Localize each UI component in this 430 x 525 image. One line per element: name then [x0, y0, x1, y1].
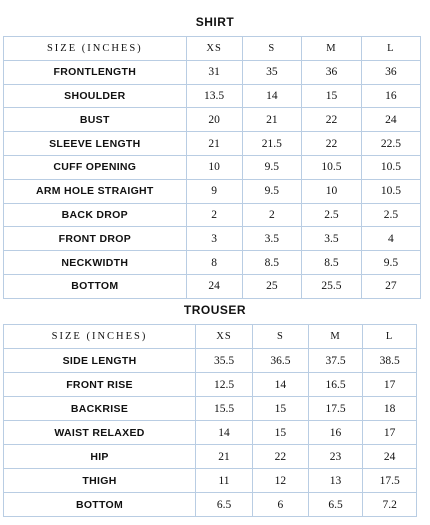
table-cell: 22 — [302, 108, 362, 132]
measurement-label: THIGH — [4, 469, 196, 493]
table-cell: 15 — [253, 397, 309, 421]
table-cell: 21.5 — [242, 132, 302, 156]
measurement-label: BACKRISE — [4, 397, 196, 421]
table-cell: 17 — [363, 421, 417, 445]
trouser-size-table — [3, 324, 417, 517]
table-cell: 21 — [242, 108, 302, 132]
table-cell: 3.5 — [302, 227, 362, 251]
table-cell: 11 — [196, 469, 253, 493]
table-cell: 9 — [186, 179, 242, 203]
measurement-label: CUFF OPENING — [4, 155, 187, 179]
size-column-header: SIZE (INCHES) — [4, 325, 196, 349]
table-cell: 31 — [186, 60, 242, 84]
table-row — [4, 179, 421, 203]
table-cell: 9.5 — [361, 251, 420, 275]
table-cell: 10.5 — [302, 155, 362, 179]
table-cell: 8 — [186, 251, 242, 275]
table-cell: 24 — [361, 108, 420, 132]
table-cell: 35.5 — [196, 349, 253, 373]
table-cell: 36 — [361, 60, 420, 84]
table-cell: 22 — [302, 132, 362, 156]
table-cell: 3 — [186, 227, 242, 251]
table-cell: 22 — [253, 445, 309, 469]
table-cell: 13.5 — [186, 84, 242, 108]
table-cell: 24 — [186, 274, 242, 298]
measurement-label: BOTTOM — [4, 493, 196, 517]
table-cell: 4 — [361, 227, 420, 251]
size-l-header: L — [361, 37, 420, 61]
table-cell: 16 — [308, 421, 363, 445]
table-row — [4, 469, 417, 493]
table-cell: 36 — [302, 60, 362, 84]
table-cell: 3.5 — [242, 227, 302, 251]
table-cell: 21 — [186, 132, 242, 156]
size-l-header: L — [363, 325, 417, 349]
table-row — [4, 397, 417, 421]
measurement-label: SHOULDER — [4, 84, 187, 108]
measurement-label: SLEEVE LENGTH — [4, 132, 187, 156]
table-cell: 7.2 — [363, 493, 417, 517]
table-cell: 16.5 — [308, 373, 363, 397]
shirt-size-table — [3, 36, 421, 299]
table-cell: 2.5 — [302, 203, 362, 227]
table-row — [4, 274, 421, 298]
table-cell: 17.5 — [308, 397, 363, 421]
table-cell: 8.5 — [242, 251, 302, 275]
trouser-section-title: TROUSER — [183, 303, 247, 317]
table-cell: 2 — [242, 203, 302, 227]
measurement-label: NECKWIDTH — [4, 251, 187, 275]
table-cell: 14 — [253, 373, 309, 397]
table-row — [4, 373, 417, 397]
table-cell: 20 — [186, 108, 242, 132]
measurement-label: FRONT RISE — [4, 373, 196, 397]
table-row — [4, 155, 421, 179]
table-header-row — [4, 325, 417, 349]
shirt-section-title: SHIRT — [195, 15, 235, 29]
table-row — [4, 203, 421, 227]
table-cell: 38.5 — [363, 349, 417, 373]
measurement-label: HIP — [4, 445, 196, 469]
table-cell: 15 — [253, 421, 309, 445]
table-cell: 12 — [253, 469, 309, 493]
table-cell: 8.5 — [302, 251, 362, 275]
measurement-label: BOTTOM — [4, 274, 187, 298]
size-xs-header: XS — [186, 37, 242, 61]
size-column-header: SIZE (INCHES) — [4, 37, 187, 61]
table-header-row — [4, 37, 421, 61]
table-row — [4, 349, 417, 373]
table-row — [4, 251, 421, 275]
table-row — [4, 84, 421, 108]
table-cell: 22.5 — [361, 132, 420, 156]
size-m-header: M — [308, 325, 363, 349]
table-cell: 25.5 — [302, 274, 362, 298]
table-cell: 27 — [361, 274, 420, 298]
table-cell: 9.5 — [242, 179, 302, 203]
table-cell: 10.5 — [361, 179, 420, 203]
table-cell: 17.5 — [363, 469, 417, 493]
table-cell: 15 — [302, 84, 362, 108]
table-cell: 24 — [363, 445, 417, 469]
table-cell: 14 — [242, 84, 302, 108]
table-cell: 17 — [363, 373, 417, 397]
table-cell: 12.5 — [196, 373, 253, 397]
table-cell: 25 — [242, 274, 302, 298]
table-cell: 18 — [363, 397, 417, 421]
table-cell: 10.5 — [361, 155, 420, 179]
table-row — [4, 421, 417, 445]
table-cell: 10 — [302, 179, 362, 203]
table-cell: 37.5 — [308, 349, 363, 373]
table-cell: 6.5 — [308, 493, 363, 517]
table-cell: 36.5 — [253, 349, 309, 373]
table-cell: 6 — [253, 493, 309, 517]
measurement-label: ARM HOLE STRAIGHT — [4, 179, 187, 203]
table-cell: 2.5 — [361, 203, 420, 227]
measurement-label: WAIST RELAXED — [4, 421, 196, 445]
table-cell: 13 — [308, 469, 363, 493]
table-cell: 23 — [308, 445, 363, 469]
measurement-label: SIDE LENGTH — [4, 349, 196, 373]
table-cell: 9.5 — [242, 155, 302, 179]
table-row — [4, 60, 421, 84]
table-cell: 35 — [242, 60, 302, 84]
measurement-label: FRONTLENGTH — [4, 60, 187, 84]
size-xs-header: XS — [196, 325, 253, 349]
size-s-header: S — [242, 37, 302, 61]
table-row — [4, 445, 417, 469]
table-row — [4, 108, 421, 132]
table-cell: 6.5 — [196, 493, 253, 517]
table-cell: 21 — [196, 445, 253, 469]
size-s-header: S — [253, 325, 309, 349]
measurement-label: BUST — [4, 108, 187, 132]
table-row — [4, 493, 417, 517]
table-row — [4, 227, 421, 251]
measurement-label: FRONT DROP — [4, 227, 187, 251]
table-row — [4, 132, 421, 156]
table-cell: 15.5 — [196, 397, 253, 421]
table-cell: 10 — [186, 155, 242, 179]
measurement-label: BACK DROP — [4, 203, 187, 227]
table-cell: 2 — [186, 203, 242, 227]
size-m-header: M — [302, 37, 362, 61]
table-cell: 16 — [361, 84, 420, 108]
table-cell: 14 — [196, 421, 253, 445]
